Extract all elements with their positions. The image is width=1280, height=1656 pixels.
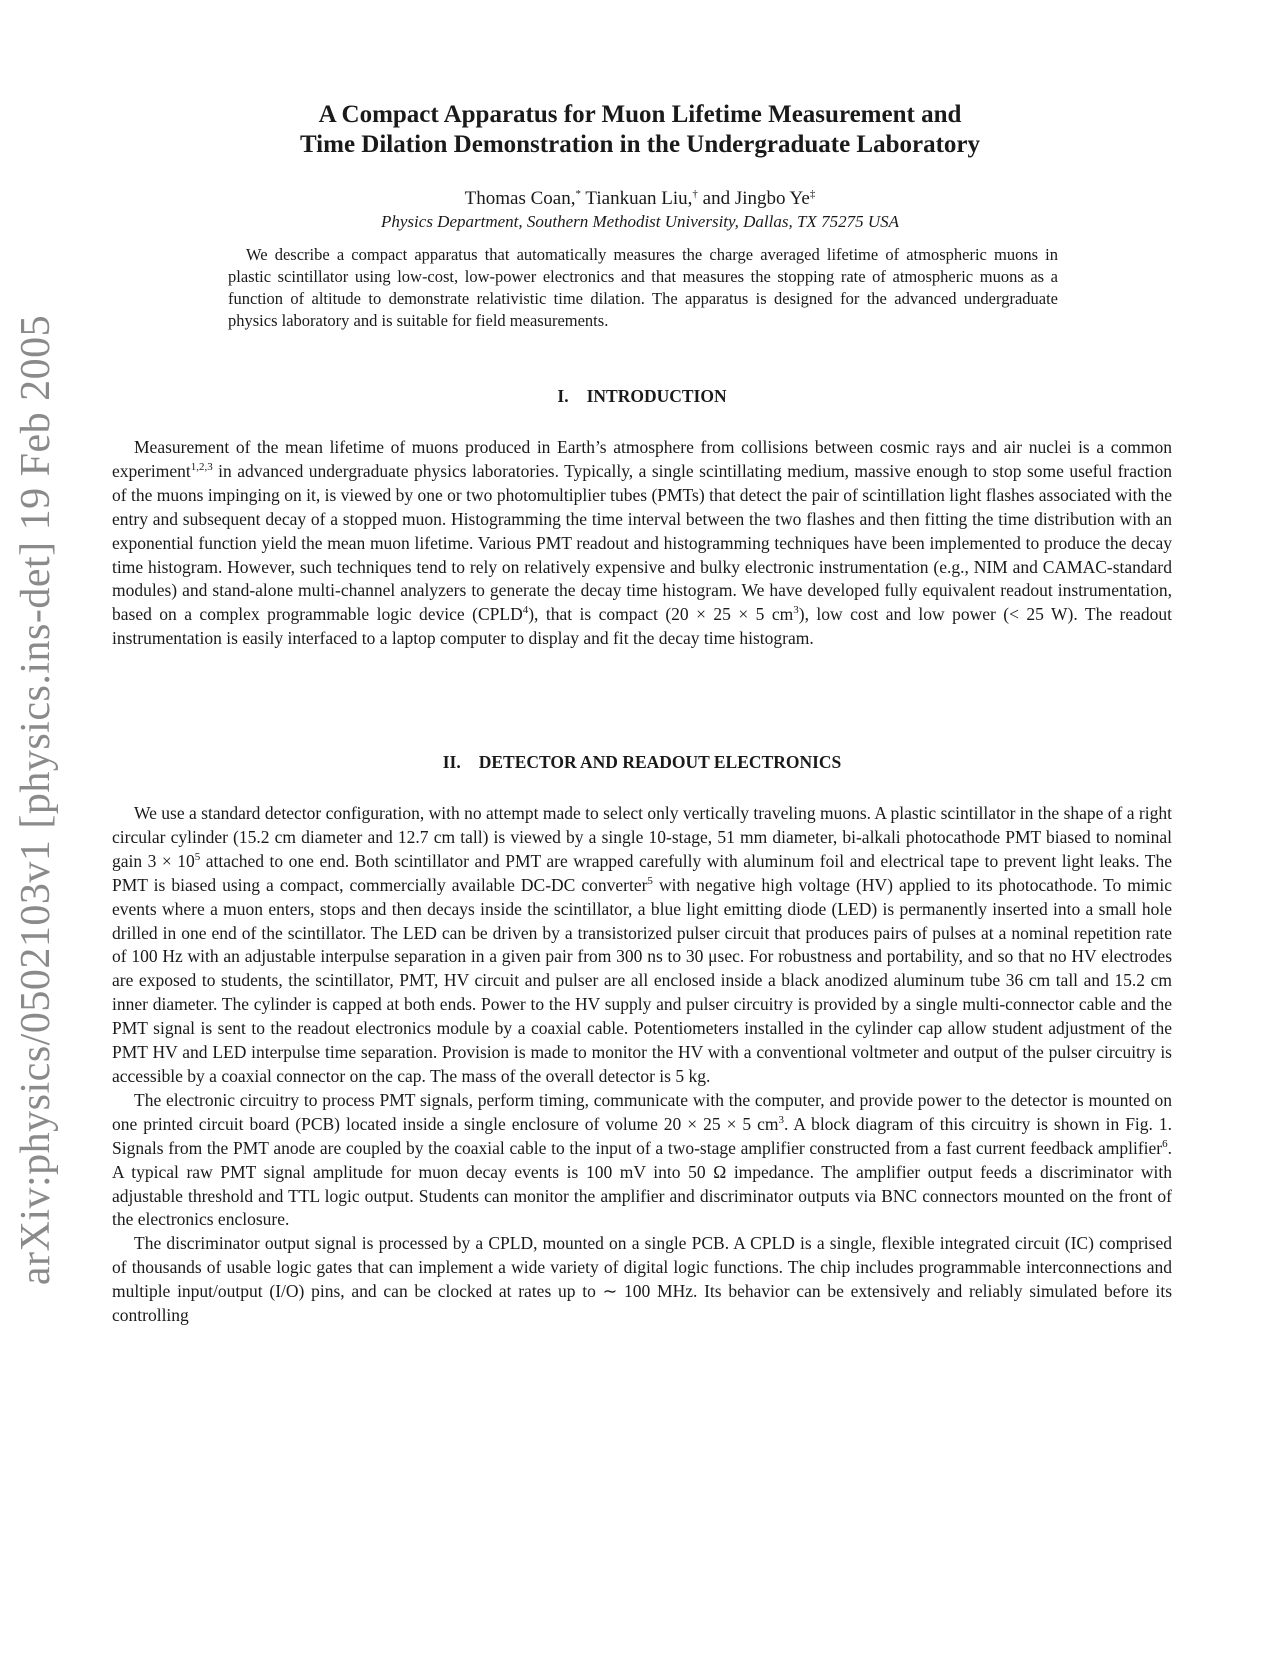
introduction-paragraph xyxy=(112,436,1172,651)
section-title: DETECTOR AND READOUT ELECTRONICS xyxy=(478,752,842,772)
citation-mark: 4 xyxy=(522,604,529,617)
abstract: We describe a compact apparatus that automatically measures the charge averaged lifetime of atmospheric muons in plastic scintillator using low-cost, low-power electronics and that measures the stopping rate of atmospheric muons as a function of altitude to demonstrate relativistic time dilation. The apparatus is designed for the advanced undergraduate physics laboratory and is suitable for field measurements. xyxy=(228,245,1058,330)
text-run: We use a standard detector configuration, with no attempt made to select only vertically traveling muons. A plastic scintillator in the shape of a right circular cylinder (15.2 cm diameter and 12.7 cm tall) is viewed by a single 10-stage, 51 mm diameter, bi-alkali photocathode PMT biased to nominal gain 3 × 10 xyxy=(112,803,1172,871)
detector-paragraph-3: The discriminator output signal is processed by a CPLD, mounted on a single PCB. A CPLD is a single, flexible integrated circuit (IC) comprised of thousands of usable logic gates that can implement a wide variety of digital logic functions. The chip includes programmable interconnections and multiple input/output (I/O) pins, and can be clocked at rates up to ∼ 100 MHz. Its behavior can be extensively and reliably simulated before its controlling xyxy=(112,1233,1172,1326)
superscript: 3 xyxy=(793,604,799,617)
text-run: Measurement of the mean lifetime of muons produced in Earth’s atmosphere from collisions between cosmic rays and air nuclei is a common experiment xyxy=(112,437,1172,481)
affiliation: Physics Department, Southern Methodist University, Dallas, TX 75275 USA xyxy=(381,212,899,231)
text-run: . A typical raw PMT signal amplitude for muon decay events is 100 mV into 50 Ω impedance. The amplifier output feeds a discriminator with adjustable threshold and TTL logic output. Students can monitor the amplifier and discriminator outputs via BNC connectors mounted on the front of the electronics enclosure. xyxy=(112,1137,1172,1230)
section-heading-introduction xyxy=(112,386,1172,407)
text-run: with negative high voltage (HV) applied to its photocathode. To mimic events where a muon enters, stops and then decays inside the scintillator, a blue light emitting diode (LED) is permanently inserted into a small hole drilled in one end of the scintillator. The LED can be driven by a transistorized pulser circuit that produces pairs of pulses at a nominal repetition rate of 100 Hz with an adjustable interpulse separation in a given pair from 300 ns to 30 μsec. For robustness and portability, and so that no HV electrodes are exposed to students, the scintillator, PMT, HV circuit and pulser are all enclosed inside a black anodized aluminum tube 36 cm tall and 15.2 cm inner diameter. The cylinder is capped at both ends. Power to the HV supply and pulser circuitry is provided by a single multi-connector cable and the PMT signal is sent to the readout electronics module by a coaxial cable. Potentiometers installed in the cylinder cap allow student adjustment of the PMT HV and LED interpulse time separation. Provision is made to monitor the HV with a conventional voltmeter and output of the pulser circuitry is accessible by a coaxial connector on the cap. The mass of the overall detector is 5 kg. xyxy=(112,874,1172,1086)
introduction-body xyxy=(112,436,1172,651)
text-run: ), low cost and low power (< 25 W). The readout instrumentation is easily interfaced to a laptop computer to display and fit the decay time histogram. xyxy=(112,604,1172,649)
author-2-footnote-mark: † xyxy=(692,188,698,200)
text-run: in advanced undergraduate physics laboratories. Typically, a single scintillating medium, massive enough to stop some useful fraction of the muons impinging on it, is viewed by one or two photomultiplier tubes (PMTs) that detect the pair of scintillation light flashes associated with the entry and subsequent decay of a stopped muon. Histogramming the time interval between the two flashes and then fitting the time distribution with an exponential function yield the mean muon lifetime. Various PMT readout and histogramming techniques have been implemented to produce the decay time histogram. However, such techniques tend to rely on relatively expensive and bulky electronic instrumentation (e.g., NIM and CAMAC-standard modules) and stand-alone multi-channel analyzers to generate the decay time histogram. We have developed fully equivalent readout instrumentation, based on a complex programmable logic device (CPLD xyxy=(112,460,1172,625)
author-3-footnote-mark: ‡ xyxy=(809,188,816,200)
detector-paragraph-2 xyxy=(112,1089,1172,1232)
citation-mark: 6 xyxy=(1162,1137,1168,1150)
section-heading-detector xyxy=(112,752,1172,773)
author-3: Jingbo Ye xyxy=(734,188,810,209)
citation-mark: 5 xyxy=(647,874,653,887)
paper-title xyxy=(160,100,1120,160)
text-run: . A block diagram of this circuitry is shown in Fig. 1. Signals from the PMT anode are coupled by the coaxial cable to the input of a two-stage amplifier constructed from a fast current feedback amplifier xyxy=(112,1113,1173,1158)
text-run: The electronic circuitry to process PMT signals, perform timing, communicate with the computer, and provide power to the detector is mounted on one printed circuit board (PCB) located inside a single enclosure of volume 20 × 25 × 5 cm xyxy=(112,1089,1172,1134)
author-2: Tiankuan Liu, xyxy=(585,188,693,209)
text-run: ), that is compact (20 × 25 × 5 cm xyxy=(528,604,794,625)
superscript: 5 xyxy=(194,850,201,863)
text-run: attached to one end. Both scintillator and PMT are wrapped carefully with aluminum foil and electrical tape to prevent light leaks. The PMT is biased using a compact, commercially available DC-DC converter xyxy=(112,850,1173,895)
author-1-footnote-mark: * xyxy=(575,188,581,200)
author-conjunction: and xyxy=(702,188,731,209)
author-1: Thomas Coan, xyxy=(464,188,576,209)
section-number: II. xyxy=(442,752,461,772)
title-line-2: Time Dilation Demonstration in the Undergraduate Laboratory xyxy=(299,131,981,158)
author-list xyxy=(160,188,1120,210)
detector-paragraph-1 xyxy=(112,802,1172,1089)
title-line-1: A Compact Apparatus for Muon Lifetime Measurement and xyxy=(318,101,962,128)
citation-mark: 1,2,3 xyxy=(190,460,213,473)
arxiv-margin-text: arXiv:physics/0502103v1 [physics.ins-det] 19 Feb 2005 xyxy=(13,314,59,1286)
detector-section-body xyxy=(112,802,1172,1328)
section-number: I. xyxy=(557,386,569,406)
section-title: INTRODUCTION xyxy=(586,386,727,406)
superscript: 3 xyxy=(778,1113,785,1126)
arxiv-margin-identifier xyxy=(6,300,66,1300)
